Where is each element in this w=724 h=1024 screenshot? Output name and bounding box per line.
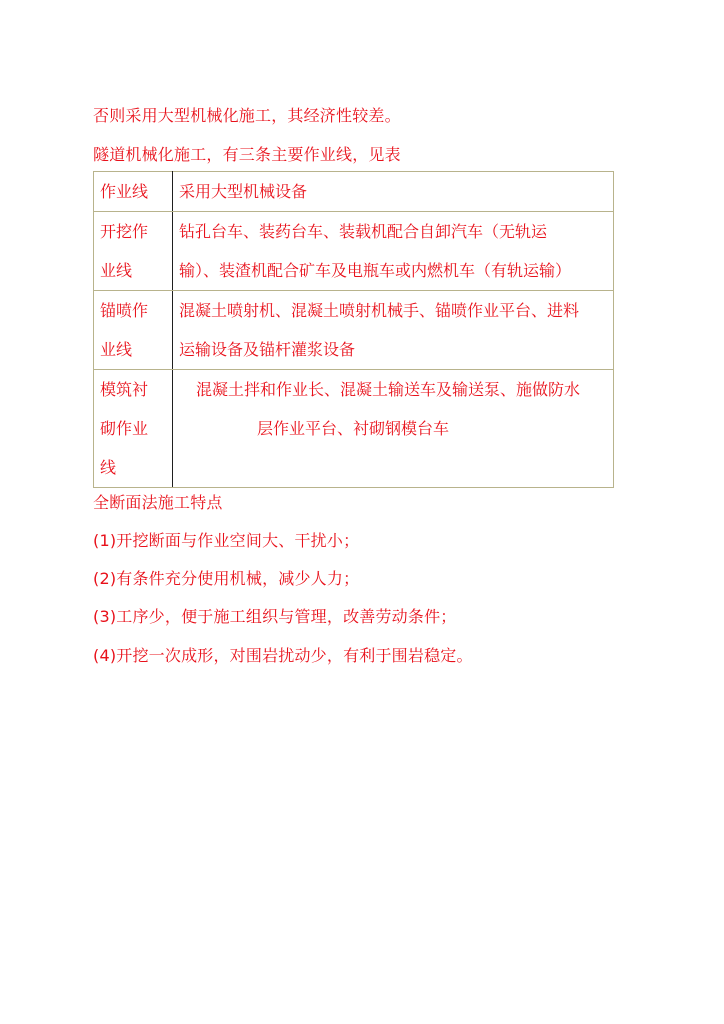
table-cell-equipment: 钻孔台车、装药台车、装载机配合自卸汽车（无轨运 输）、装渣机配合矿车及电瓶车或内燃机车（有轨运输） bbox=[173, 212, 614, 291]
table-row-lining bbox=[94, 370, 614, 488]
list-item: (2)有条件充分使用机械，减少人力； bbox=[93, 569, 360, 588]
list-item: (3)工序少，便于施工组织与管理，改善劳动条件； bbox=[93, 607, 457, 626]
section-title: 全断面法施工特点 bbox=[93, 493, 223, 512]
list-item: (4)开挖一次成形，对围岩扰动少，有利于围岩稳定。 bbox=[93, 646, 473, 665]
paragraph-economy: 否则采用大型机械化施工，其经济性较差。 bbox=[93, 106, 401, 125]
table-row-shotcrete bbox=[94, 291, 614, 370]
table-header-equipment: 采用大型机械设备 bbox=[173, 172, 614, 212]
list-item: (1)开挖断面与作业空间大、干扰小； bbox=[93, 531, 360, 550]
paragraph-intro: 隧道机械化施工，有三条主要作业线，见表 bbox=[93, 145, 401, 164]
work-line-table bbox=[93, 171, 614, 488]
table-cell-equipment: 混凝土拌和作业长、混凝土输送车及输送泵、施做防水 层作业平台、衬砌钢模台车 bbox=[173, 370, 614, 488]
table-header-row bbox=[94, 172, 614, 212]
table-row-excavation bbox=[94, 212, 614, 291]
table-cell-line-name: 模筑衬 砌作业 线 bbox=[94, 370, 173, 488]
table-cell-equipment: 混凝土喷射机、混凝土喷射机械手、锚喷作业平台、进料 运输设备及锚杆灌浆设备 bbox=[173, 291, 614, 370]
table-cell-line-name: 开挖作 业线 bbox=[94, 212, 173, 291]
table-cell-line-name: 锚喷作 业线 bbox=[94, 291, 173, 370]
table-header-worklines: 作业线 bbox=[94, 172, 173, 212]
